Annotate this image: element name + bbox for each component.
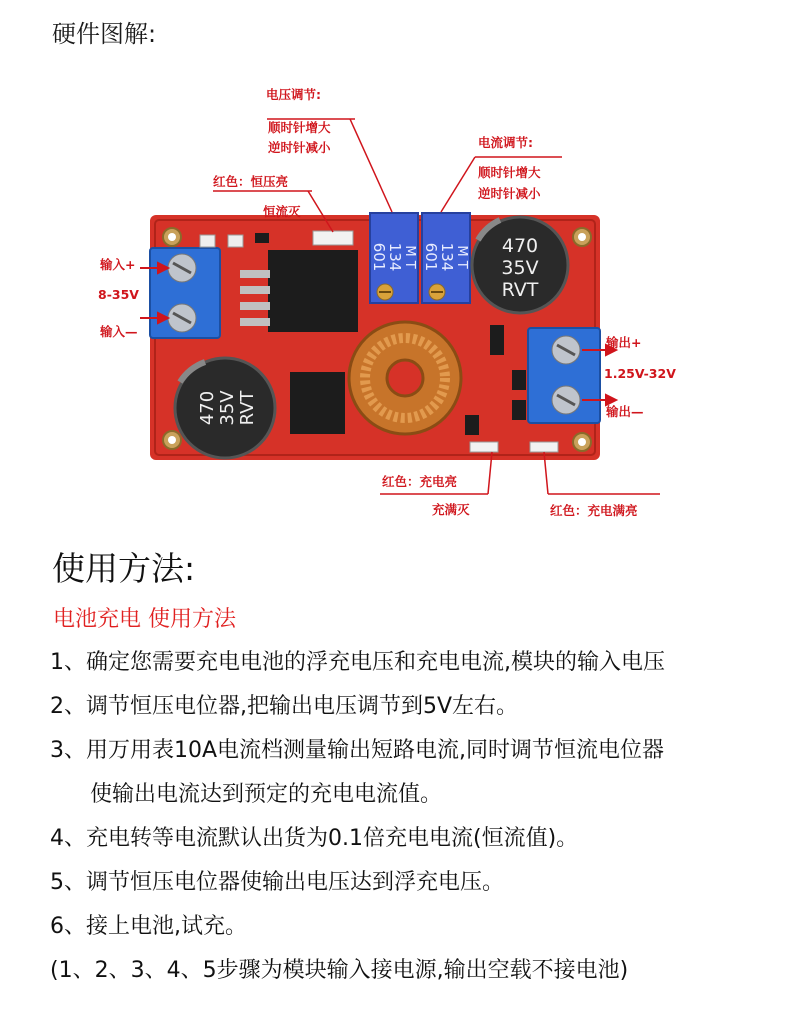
cc-led-label: 恒流灭 — [263, 204, 301, 219]
cap-top-value: 470 — [501, 235, 539, 257]
cap-bottom-series: RVT — [237, 390, 258, 426]
current-adjust-cw: 顺时针增大 — [478, 165, 541, 180]
voltage-adjust-ccw: 逆时针减小 — [268, 140, 331, 155]
pot-left-marking: 601 — [370, 242, 388, 272]
charging-led-label: 红色：充电亮 — [382, 474, 458, 489]
input-minus-label: 输入— — [100, 324, 138, 339]
full-led-label: 红色：充电满亮 — [550, 503, 638, 518]
input-voltage-range: 8-35V — [98, 287, 139, 302]
output-minus-label: 输出— — [606, 404, 644, 419]
hardware-diagram-title: 硬件图解: — [52, 20, 157, 48]
usage-step-6: 6、接上电池,试充。 — [50, 914, 247, 939]
pot-right-marking: 601 — [422, 242, 440, 272]
cap-bottom-value: 470 — [197, 390, 218, 426]
usage-title: 使用方法: — [52, 549, 196, 588]
usage-step-5: 5、调节恒压电位器使输出电压达到浮充电压。 — [50, 870, 504, 895]
charging-led — [470, 442, 498, 452]
usage-step-3-continued: 使输出电流达到预定的充电电流值。 — [90, 782, 443, 807]
toroid-inductor — [349, 322, 461, 434]
diode — [290, 372, 345, 434]
pot-left-code: 134 — [386, 242, 404, 272]
input-plus-label: 输入+ — [100, 257, 136, 272]
usage-step-1: 1、确定您需要充电电池的浮充电压和充电电流,模块的输入电压 — [50, 650, 665, 675]
usage-note: (1、2、3、4、5步骤为模块输入接电源,输出空载不接电池) — [50, 958, 629, 983]
charge-full-off-label: 充满灭 — [432, 502, 470, 517]
input-terminal-block — [150, 248, 220, 338]
hardware-diagram — [0, 60, 790, 530]
cv-led-label: 红色：恒压亮 — [213, 174, 289, 189]
pot-right-code: 134 — [438, 242, 456, 272]
pot-right-type: M T — [454, 245, 469, 269]
usage-step-3: 3、用万用表10A电流档测量输出短路电流,同时调节恒流电位器 — [50, 738, 665, 763]
voltage-adjust-title: 电压调节: — [266, 87, 321, 102]
battery-charging-subtitle: 电池充电 使用方法 — [53, 607, 236, 632]
usage-step-2: 2、调节恒压电位器,把输出电压调节到5V左右。 — [50, 694, 519, 719]
cap-top-voltage: 35V — [501, 257, 539, 279]
output-voltage-range: 1.25V-32V — [604, 366, 676, 381]
full-led — [530, 442, 558, 452]
current-adjust-title: 电流调节: — [478, 135, 533, 150]
usage-step-4: 4、充电转等电流默认出货为0.1倍充电电流(恒流值)。 — [50, 826, 579, 851]
current-adjust-ccw: 逆时针减小 — [478, 186, 541, 201]
voltage-adjust-cw: 顺时针增大 — [268, 120, 331, 135]
cap-bottom-voltage: 35V — [217, 390, 238, 426]
pot-left-type: M T — [402, 245, 417, 269]
cv-led — [313, 231, 353, 245]
cap-top-series: RVT — [501, 279, 539, 301]
output-plus-label: 输出+ — [606, 335, 642, 350]
output-terminal-block — [528, 328, 600, 423]
